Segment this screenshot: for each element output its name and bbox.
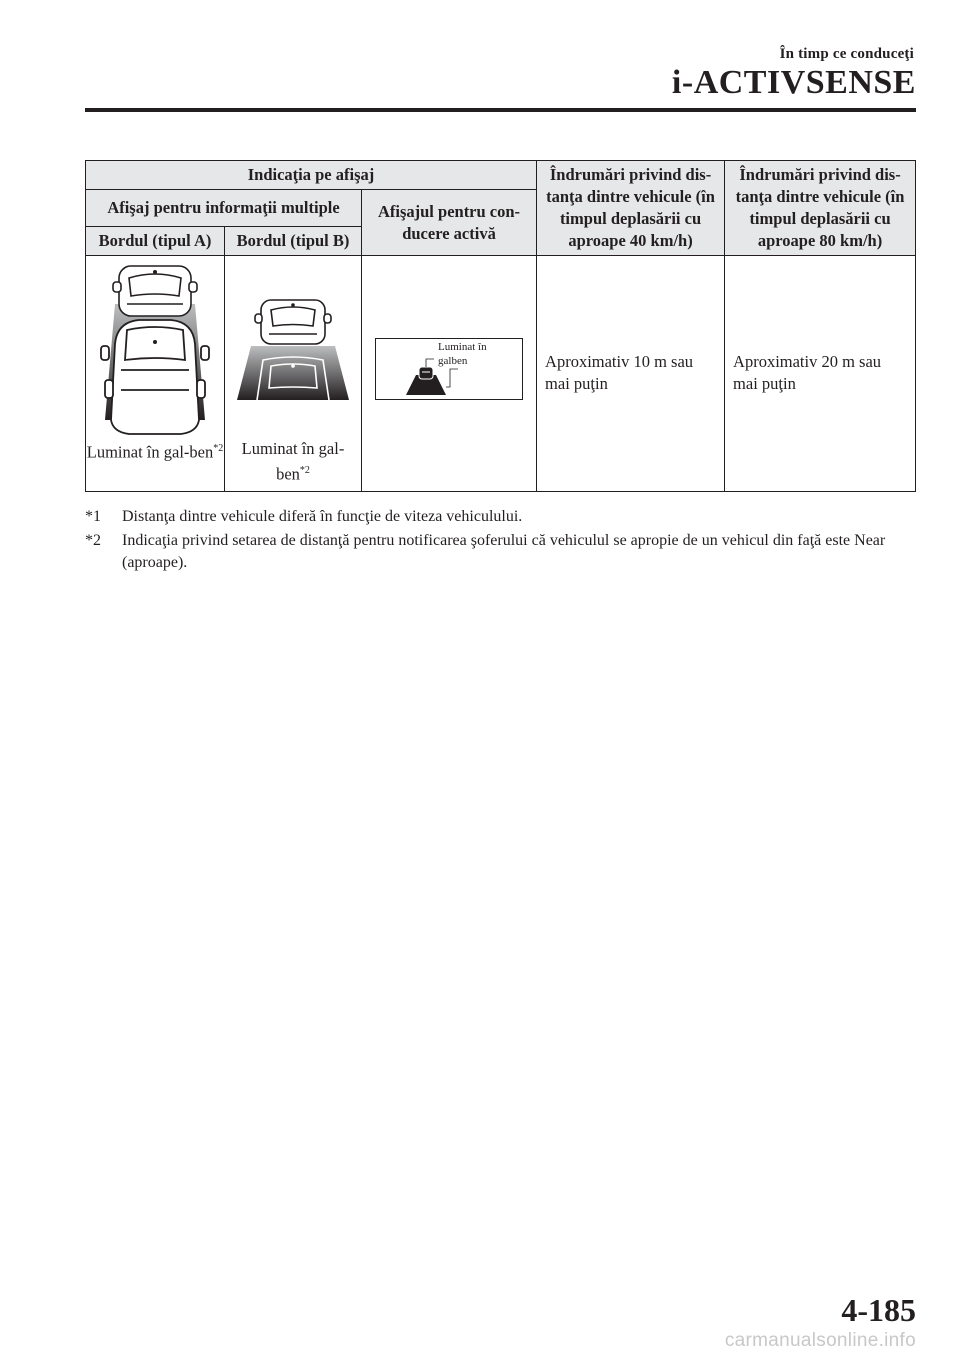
page-number: 4-185 bbox=[841, 1292, 916, 1328]
dash-b-caption bbox=[225, 438, 361, 486]
indication-header: Indicaţia pe afişaj bbox=[86, 161, 537, 190]
note-ref-2b: *2 bbox=[299, 465, 310, 476]
chapter-title: i-ACTIVSENSE bbox=[671, 64, 916, 101]
active-driving-cell bbox=[362, 256, 537, 492]
multi-info-header: Afişaj pentru informaţii multiple bbox=[86, 190, 362, 227]
note-ref-2: *2 bbox=[213, 443, 224, 454]
dash-b-car-illustration bbox=[231, 296, 355, 436]
dash-b-cell bbox=[225, 256, 362, 492]
dash-b-header: Bordul (tipul B) bbox=[225, 227, 362, 256]
hud-label: Luminat în galben bbox=[438, 341, 487, 367]
watermark: carmanualsonline.info bbox=[724, 1330, 916, 1351]
guidance-80-header: Îndrumări privind dis-tanţa dintre vehicule (în timpul deplasării cu aproape 80 km/h) bbox=[725, 161, 916, 256]
distance-40-value: Aproximativ 10 m sau mai puţin bbox=[537, 256, 725, 492]
dash-a-car-illustration bbox=[93, 260, 217, 438]
header-rule bbox=[85, 108, 916, 112]
footnote-1-text: Distanţa dintre vehicule diferă în funcţie de viteza vehiculului. bbox=[122, 508, 523, 525]
dash-a-caption bbox=[86, 438, 224, 464]
footnote-1-mark: *1 bbox=[85, 508, 101, 525]
footnote-1 bbox=[85, 506, 915, 528]
dash-a-cell bbox=[86, 256, 225, 492]
hud-preview bbox=[375, 338, 523, 400]
dash-b-caption-text: Luminat în gal-ben bbox=[241, 439, 345, 484]
active-driving-header: Afişajul pentru con-ducere activă bbox=[362, 190, 537, 256]
section-title: În timp ce conduceţi bbox=[779, 46, 914, 62]
footnote-2-text: Indicaţia privind setarea de distanţă pentru notificarea şoferului că vehiculul se apropie de un vehicul din faţă este Near (aproape). bbox=[122, 532, 886, 571]
guidance-40-header: Îndrumări privind dis-tanţa dintre vehicule (în timpul deplasării cu aproape 40 km/h) bbox=[537, 161, 725, 256]
indication-table bbox=[85, 160, 916, 492]
dash-a-caption-text: Luminat în gal-ben bbox=[86, 442, 214, 462]
footnote-2 bbox=[85, 530, 915, 574]
dash-a-header: Bordul (tipul A) bbox=[86, 227, 225, 256]
footnote-2-mark: *2 bbox=[85, 532, 101, 549]
distance-80-value: Aproximativ 20 m sau mai puţin bbox=[725, 256, 916, 492]
